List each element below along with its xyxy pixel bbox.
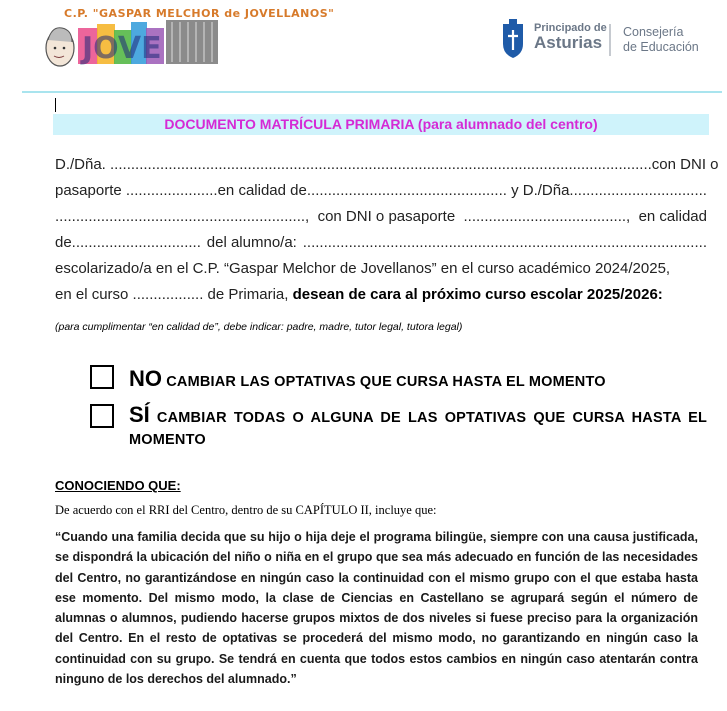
form-line-6-bold: desean de cara al próximo curso escolar 2025/2026: [292,286,663,303]
option-change-big: SÍ [129,402,150,427]
consejeria-line1: Consejería [623,25,684,39]
form-line-3-part-2: con DNI o pasaporte [317,208,456,225]
form-line-5 [55,256,707,282]
asturias-line2: Asturias [534,33,603,52]
form-line-2-part-2: en calidad de [217,182,307,199]
school-logo-text: C.P. "GASPAR MELCHOR de JOVELLANOS" [64,7,335,20]
asturias-text [534,22,607,52]
form-line-1-part-1: D./Dña. .................................................................................................................................. [55,156,652,173]
form-line-2-part-3: ................................................ y D./Dña. [306,182,574,199]
school-logo [42,7,335,70]
form-line-6 [55,282,707,308]
form-line-4-part-3: ................................................................................................. [302,234,707,251]
option-no-change-label [129,365,606,396]
option-no-change [90,365,606,396]
option-change-label [129,404,707,451]
option-no-change-rest: CAMBIAR LAS OPTATIVAS QUE CURSA HASTA EL MOMENTO [162,374,606,390]
form-line-3-part-3: ......................................., [463,208,631,225]
form-line-5-part-1: escolarizado/a en el C.P. “Gaspar Melchor de Jovellanos” en el curso académico 2024/2025, [55,260,671,277]
form-line-2-part-1: pasaporte ...................... [55,182,218,199]
option-change-rest: CAMBIAR TODAS O ALGUNA DE LAS OPTATIVAS QUE CURSA HASTA EL MOMENTO [129,410,707,448]
document-title: DOCUMENTO MATRÍCULA PRIMARIA (para alumnado del centro) [53,114,709,135]
text-cursor [55,98,56,112]
form-line-3-part-1: ............................................................, [55,208,310,225]
rri-quote: “Cuando una familia decida que su hijo o hija deje el programa bilingüe, siempre con una causa justificada, se dispondrá la ubicación del niño o niña en el grupo que sea más adecuado en función de las necesidades del Centro, no garantizándose en ningún caso la continuidad con el mismo grupo con el que estaba hasta ese momento. Del mismo modo, la clase de Ciencias en Castellano se agrupará según el número de alumnas o alumnos, pudiendo hacerse grupos mixtos de dos niveles si fuese preciso para la organización del Centro. En el resto de optativas se procederá del mismo modo, no garantizando en ningún caso la continuidad con su grupo. Se tendrá en cuenta que todos estos cambios en ningún caso atentarán contra ninguno de los derechos del alumnado.” [55,530,698,687]
form-line-2-part-4: ................................ [573,182,707,199]
form-line-4 [55,230,707,256]
consejeria-text [623,25,699,55]
section-heading-conociendo: CONOCIENDO QUE: [55,478,181,493]
form-line-2 [55,178,707,204]
header-divider [22,91,722,93]
asturias-logo [500,18,700,62]
form-line-6-normal: en el curso ................. de Primaria, [55,286,293,303]
option-no-change-big: NO [129,366,162,391]
consejeria-line2: de Educación [623,40,699,54]
form-note: (para cumplimentar “en calidad de”, debe indicar: padre, madre, tutor legal, tutora legal) [55,321,463,333]
enrollment-form-text [55,152,719,308]
form-line-4-part-1: de............................... [55,234,201,251]
checkbox-no-change[interactable] [90,365,114,389]
rri-intro: De acuerdo con el RRI del Centro, dentro de su CAPÍTULO II, incluye que: [55,503,437,517]
form-line-1-part-2: con DNI o [651,156,719,173]
form-line-4-part-2: del alumno/a: [206,234,297,251]
checkbox-change[interactable] [90,404,114,428]
option-change [90,404,707,451]
asturias-line1: Principado de [534,22,607,34]
form-line-3-part-4: en calidad [638,208,707,225]
form-line-3 [55,204,707,230]
form-line-1 [55,152,719,178]
svg-text:JOVE: JOVE [82,31,162,66]
